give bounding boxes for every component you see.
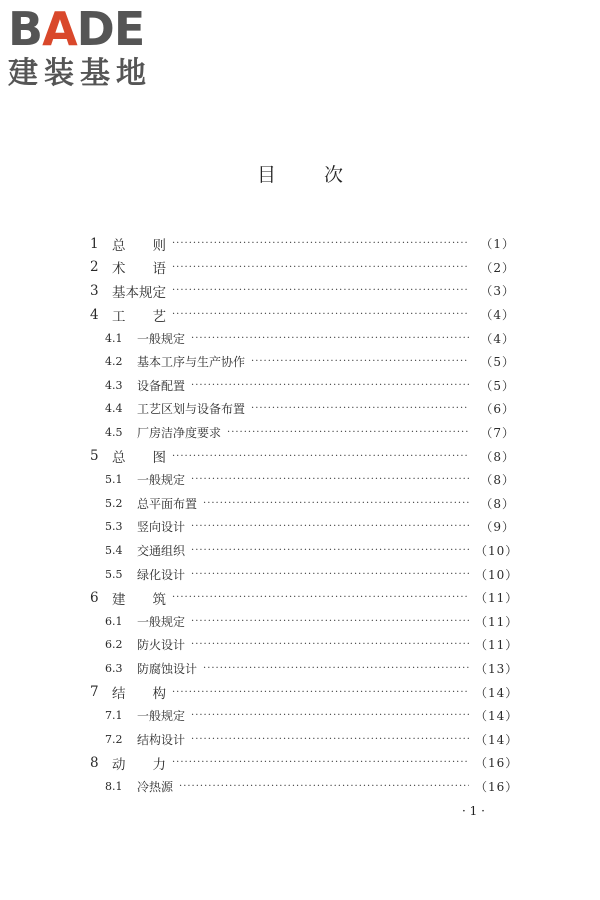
toc-entry-page: （1） — [480, 237, 515, 252]
toc-leader-dots — [251, 403, 469, 414]
toc-entry-page: （11） — [475, 638, 519, 653]
toc-chapter-row[interactable] — [90, 751, 519, 775]
toc-entry-page: （4） — [480, 331, 515, 346]
toc-entry-page: （5） — [480, 378, 515, 393]
page-number: · 1 · — [462, 804, 485, 818]
toc-entry-page: （14） — [475, 732, 519, 747]
toc-leader-dots — [179, 781, 469, 792]
toc-entry-page: （5） — [480, 355, 515, 370]
toc-entry-number: 4 — [90, 306, 99, 323]
toc-leader-dots — [172, 687, 469, 698]
toc-entry-page: （13） — [475, 661, 519, 676]
toc-entry-number: 6.1 — [105, 614, 123, 628]
toc-entry-page: （10） — [475, 567, 519, 582]
toc-entry-page: （2） — [480, 260, 515, 275]
toc-section-row[interactable] — [90, 397, 515, 421]
toc-entry-number: 6.2 — [105, 638, 123, 652]
toc-entry-title: 交通组织 — [137, 544, 186, 559]
toc-chapter-row[interactable] — [90, 586, 519, 610]
toc-entry-number: 8.1 — [105, 779, 123, 793]
title-char-left: 目 — [256, 164, 276, 186]
toc-leader-dots — [191, 545, 469, 556]
toc-chapter-row[interactable] — [90, 232, 515, 256]
toc-entry-title: 绿化设计 — [137, 567, 186, 582]
logo-subtitle: 建装基地 — [8, 56, 152, 91]
toc-section-row[interactable] — [90, 633, 519, 657]
toc-entry-page: （16） — [475, 756, 519, 771]
toc-leader-dots — [191, 734, 469, 745]
toc-entry-title: 一般规定 — [137, 614, 186, 629]
toc-chapter-row[interactable] — [90, 279, 515, 303]
toc-entry-page: （14） — [475, 709, 519, 724]
toc-leader-dots — [191, 521, 469, 532]
toc-entry-number: 8 — [90, 754, 99, 771]
toc-entry-number: 3 — [90, 282, 99, 299]
toc-entry-title: 结 构 — [112, 686, 166, 703]
toc-entry-number: 5 — [90, 448, 99, 465]
toc-leader-dots — [227, 427, 469, 438]
toc-entry-title: 总平面布置 — [137, 496, 198, 511]
toc-entry-page: （10） — [475, 544, 519, 559]
toc-leader-dots — [172, 451, 469, 462]
toc-entry-title: 厂房洁净度要求 — [137, 426, 222, 441]
table-of-contents — [90, 232, 519, 798]
toc-entry-page: （11） — [475, 614, 519, 629]
toc-entry-title: 工艺区划与设备布置 — [137, 402, 246, 417]
toc-entry-number: 5.4 — [105, 544, 123, 558]
toc-entry-number: 6.3 — [105, 661, 123, 675]
toc-entry-number: 2 — [90, 259, 99, 276]
toc-section-row[interactable] — [90, 657, 519, 681]
toc-leader-dots — [191, 569, 469, 580]
toc-entry-number: 7.2 — [105, 732, 123, 746]
bade-logo — [8, 2, 178, 94]
toc-chapter-row[interactable] — [90, 680, 519, 704]
toc-entry-number: 5.2 — [105, 496, 123, 510]
toc-leader-dots — [191, 333, 469, 344]
toc-chapter-row[interactable] — [90, 444, 515, 468]
toc-entry-number: 7.1 — [105, 709, 123, 723]
toc-entry-number: 4.2 — [105, 355, 123, 369]
toc-entry-title: 一般规定 — [137, 709, 186, 724]
toc-section-row[interactable] — [90, 704, 519, 728]
toc-entry-title: 动 力 — [112, 756, 166, 773]
toc-entry-title: 总 则 — [112, 237, 166, 254]
toc-entry-page: （8） — [480, 496, 515, 511]
toc-entry-title: 防腐蚀设计 — [137, 661, 198, 676]
toc-leader-dots — [191, 616, 469, 627]
toc-section-row[interactable] — [90, 610, 519, 634]
toc-section-row[interactable] — [90, 421, 515, 445]
toc-entry-page: （14） — [475, 685, 519, 700]
toc-entry-page: （8） — [480, 473, 515, 488]
toc-entry-page: （3） — [480, 284, 515, 299]
toc-section-row[interactable] — [90, 562, 519, 586]
toc-leader-dots — [172, 309, 469, 320]
toc-entry-title: 工 艺 — [112, 308, 166, 325]
toc-entry-page: （16） — [475, 779, 519, 794]
toc-entry-title: 总 图 — [112, 450, 166, 467]
toc-entry-number: 5.1 — [105, 473, 123, 487]
toc-entry-number: 4.5 — [105, 426, 123, 440]
toc-entry-number: 4.3 — [105, 378, 123, 392]
toc-entry-title: 防火设计 — [137, 638, 186, 653]
toc-leader-dots — [251, 356, 469, 367]
toc-entry-title: 一般规定 — [137, 331, 186, 346]
toc-leader-dots — [191, 380, 469, 391]
toc-entry-page: （11） — [475, 591, 519, 606]
toc-entry-title: 一般规定 — [137, 473, 186, 488]
toc-leader-dots — [172, 262, 469, 273]
toc-section-row[interactable] — [90, 326, 515, 350]
toc-leader-dots — [191, 639, 469, 650]
toc-entry-title: 设备配置 — [137, 378, 186, 393]
toc-entry-page: （9） — [480, 520, 515, 535]
logo-wordmark: BADE — [8, 2, 145, 56]
toc-entry-page: （8） — [480, 449, 515, 464]
toc-leader-dots — [172, 592, 469, 603]
toc-entry-number: 4.1 — [105, 331, 123, 345]
toc-entry-title: 竖向设计 — [137, 520, 186, 535]
toc-leader-dots — [203, 663, 469, 674]
toc-entry-number: 5.3 — [105, 520, 123, 534]
toc-chapter-row[interactable] — [90, 256, 515, 280]
toc-entry-title: 结构设计 — [137, 732, 186, 747]
toc-section-row[interactable] — [90, 775, 519, 799]
toc-leader-dots — [172, 238, 469, 249]
toc-leader-dots — [191, 474, 469, 485]
toc-leader-dots — [172, 757, 469, 768]
logo-accent-letter: A — [42, 2, 77, 56]
toc-entry-page: （6） — [480, 402, 515, 417]
toc-section-row[interactable] — [90, 374, 515, 398]
toc-section-row[interactable] — [90, 468, 515, 492]
toc-entry-title: 基本工序与生产协作 — [137, 355, 246, 370]
toc-section-row[interactable] — [90, 539, 519, 563]
toc-chapter-row[interactable] — [90, 303, 515, 327]
toc-entry-number: 1 — [90, 235, 99, 252]
toc-leader-dots — [191, 710, 469, 721]
toc-leader-dots — [203, 498, 469, 509]
toc-section-row[interactable] — [90, 492, 515, 516]
toc-leader-dots — [172, 285, 469, 296]
toc-entry-title: 基本规定 — [112, 284, 166, 301]
toc-entry-number: 4.4 — [105, 402, 123, 416]
toc-entry-title: 术 语 — [112, 261, 166, 278]
page-title — [0, 160, 600, 187]
toc-section-row[interactable] — [90, 350, 515, 374]
toc-entry-number: 6 — [90, 589, 99, 606]
title-char-right: 次 — [324, 164, 344, 186]
toc-entry-title: 冷热源 — [137, 779, 174, 794]
toc-entry-title: 建 筑 — [112, 591, 166, 608]
toc-entry-page: （4） — [480, 308, 515, 323]
toc-section-row[interactable] — [90, 515, 515, 539]
toc-entry-number: 5.5 — [105, 567, 123, 581]
toc-entry-page: （7） — [480, 426, 515, 441]
toc-entry-number: 7 — [90, 684, 99, 701]
toc-section-row[interactable] — [90, 727, 519, 751]
